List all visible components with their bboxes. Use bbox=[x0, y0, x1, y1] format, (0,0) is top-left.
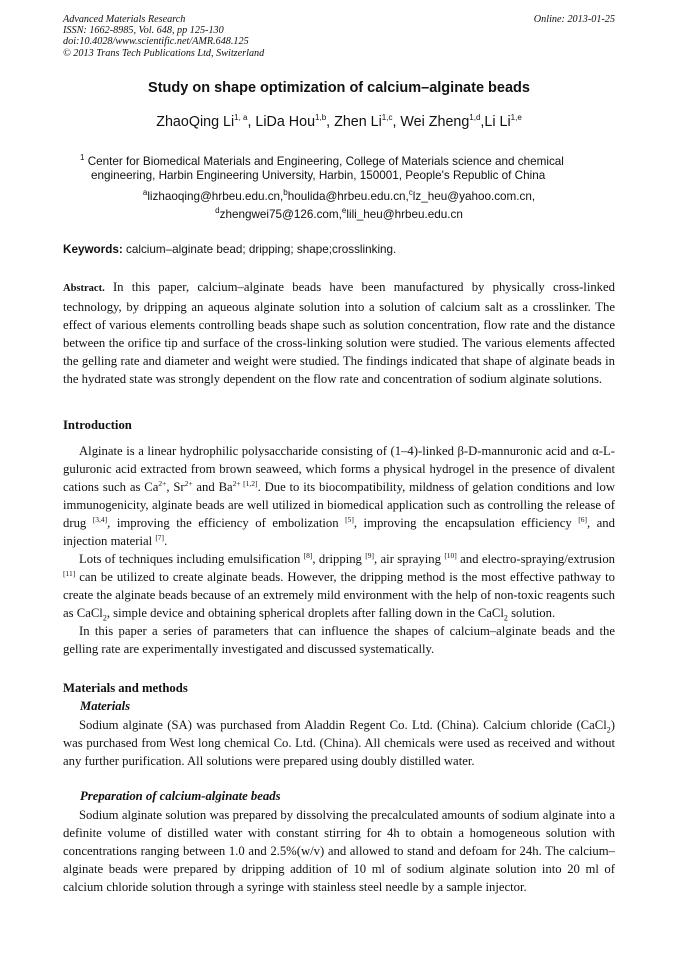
preparation-body bbox=[63, 806, 615, 896]
author: Zhen Li$^{1,c}$, bbox=[334, 113, 401, 130]
abstract bbox=[63, 278, 615, 388]
abstract-text: In this paper, calcium–alginate beads have been manufactured by physically cross-linked technology, by dripping an aqueous alginate solution into a solution of calcium salt as a crosslinker. The effect of various elements controlling beads shape such as solution concentration, flow rate and the distance between the orifice tip and surface of the cross-linking solution were studied. The various elements affected the gelling rate and diameter and weight were studied. The findings indicated that shape of alginate beads in the hydrated state was strongly dependent on the flow rate and concentration of sodium alginate solutions. bbox=[63, 280, 616, 386]
journal-header bbox=[63, 14, 615, 59]
email-address: houlida@hrbeu.edu.cn, bbox=[287, 189, 409, 203]
affiliation: $^1$ Center for Biomedical Materials and Engineering, College of Materials science and chemical engineering, Harbin Engineering University, Harbin, 150001, People's Republic of China bbox=[80, 151, 620, 184]
subsection-heading: Materials bbox=[80, 699, 131, 713]
email-address: zhengwei75@126.com, bbox=[219, 207, 342, 221]
email-line: $^a$lizhaoqing@hrbeu.edu.cn,$^b$houlida@hrbeu.edu.cn,$^c$lz_heu@yahoo.com.cn, bbox=[142, 188, 536, 203]
affiliation-line: Center for Biomedical Materials and Engineering, College of Materials science and chemical bbox=[87, 154, 564, 168]
section-heading: Materials and methods bbox=[63, 681, 188, 695]
author-list bbox=[0, 113, 678, 130]
section-heading: Introduction bbox=[63, 418, 132, 432]
email-address: lili_heu@hrbeu.edu.cn bbox=[346, 207, 463, 221]
introduction-body bbox=[63, 442, 615, 658]
online-date: Online: 2013-01-25 bbox=[533, 14, 615, 25]
paragraph: Sodium alginate (SA) was purchased from Aladdin Regent Co. Ltd. (China). Calcium chloride (CaCl$_2$) was purchased from West long chemical Co. Ltd. (China). All chemicals were used as received and without any further purification. All solutions were prepared using doubly distilled water. bbox=[63, 718, 615, 768]
issn-line: ISSN: 1662-8985, Vol. 648, pp 125-130 bbox=[63, 25, 224, 37]
author: Li Li$^{1,e}$ bbox=[484, 113, 522, 130]
paragraph: Sodium alginate solution was prepared by dissolving the precalculated amounts of sodium alginate into a definite volume of distilled water with constant stirring for 4h to obtain a homogeneous solution with concentrations ranging between 1.0 and 2.5%(w/v) and allowed to stand and defoam for 24h. The calcium–alginate beads were prepared by dripping addition of 10 ml of sodium alginate solution into 20 ml of calcium chloride solution through a syringe with stainless steel needle by a sample injector. bbox=[63, 808, 615, 894]
paragraph: In this paper a series of parameters that can influence the shapes of calcium–alginate beads and the gelling rate are experimentally investigated and discussed systematically. bbox=[63, 624, 615, 656]
materials-body bbox=[63, 716, 615, 770]
author: LiDa Hou$^{1,b}$, bbox=[255, 113, 335, 130]
email-line: $^d$zhengwei75@126.com,$^e$lili_heu@hrbeu.edu.cn bbox=[215, 206, 463, 221]
keywords-text: calcium–alginate bead; dripping; shape;crosslinking. bbox=[126, 243, 397, 256]
abstract-label: Abstract. bbox=[63, 283, 105, 294]
author: ZhaoQing Li$^{1, a}$, bbox=[156, 113, 256, 130]
copyright-line: © 2013 Trans Tech Publications Ltd, Switzerland bbox=[63, 47, 265, 59]
keywords bbox=[63, 243, 615, 256]
email-address: lizhaoqing@hrbeu.edu.cn, bbox=[147, 189, 284, 203]
email-address: lz_heu@yahoo.com.cn, bbox=[412, 189, 536, 203]
doi-line: doi:10.4028/www.scientific.net/AMR.648.125 bbox=[63, 36, 249, 48]
subsection-heading: Preparation of calcium-alginate beads bbox=[80, 789, 281, 803]
keywords-label: Keywords: bbox=[63, 243, 123, 256]
journal-name: Advanced Materials Research bbox=[63, 14, 186, 25]
author: Wei Zheng$^{1,d}$, bbox=[400, 113, 485, 130]
paragraph: Lots of techniques including emulsification [8], dripping [9], air spraying [10] and electro-spraying/extrusion [11] can be utilized to create alginate beads. However, the dripping method is the most effective pathway to create the alginate beads because of an extremely mild environment with the help of non-toxic reagents such as CaCl$_2$, simple device and obtaining spherical droplets after falling down in the CaCl$_2$ solution. bbox=[63, 550, 616, 623]
affiliation-line: engineering, Harbin Engineering University, Harbin, 150001, People's Republic of China bbox=[91, 169, 546, 183]
paragraph: Alginate is a linear hydrophilic polysaccharide consisting of (1–4)-linked β-D-mannuronic acid and α-L-guluronic acid extracted from brown seaweed, which forms a physical hydrogel in the presence of divalent cations such as $Ca^{2+}$, $Sr^{2+}$ and $Ba^{2+ [1,2]}$. Due to its biocompatibility, mildness of gelation conditions and low immunogenicity, alginate beads are well utilized in biomedical application such as controlling the release of drug [3,4], improving the efficiency of embolization [5], improving the encapsulation efficiency [6], and injection material [7]. bbox=[63, 444, 615, 548]
paper-title: Study on shape optimization of calcium–alginate beads bbox=[148, 80, 530, 96]
